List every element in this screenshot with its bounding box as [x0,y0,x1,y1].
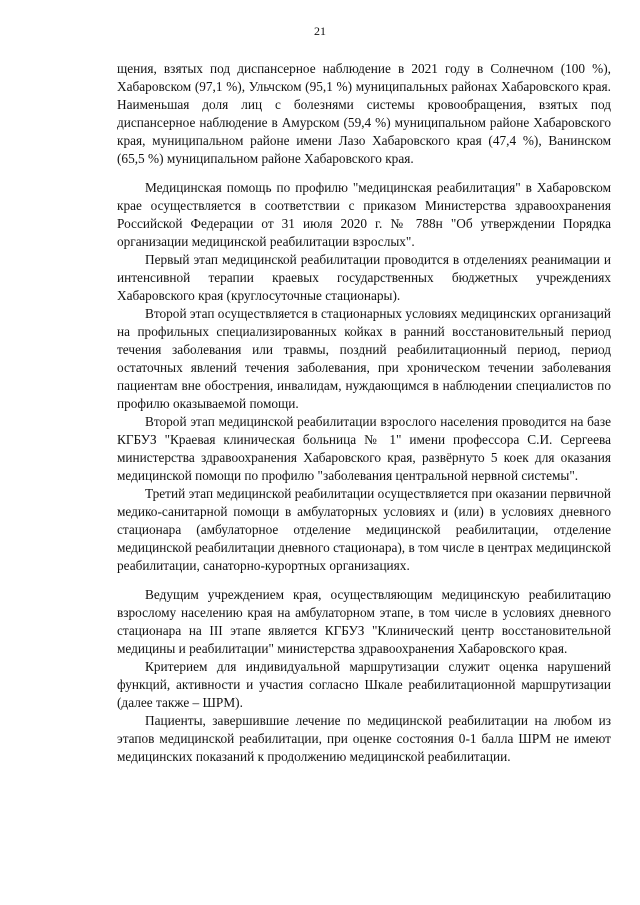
paragraph-second-stage: Второй этап осуществляется в стационарных условиях медицинских организаций на профильных специализированных койках в ранний восстановительный период течения заболевания или травмы, поздний реабилитационный период, период остаточных явлений течения заболевания, при хроническом течении заболевания пациентам вне обострения, инвалидам, нуждающимся в наблюдении специалистов по профилю оказываемой помощи. [117,306,611,411]
paragraph-first-stage: Первый этап медицинской реабилитации проводится в отделениях реанимации и интенсивной терапии краевых государственных бюджетных учреждениях Хабаровского края (круглосуточные стационары). [117,252,611,303]
page-number: 21 [314,24,326,38]
paragraph-leading-institution: Ведущим учреждением края, осуществляющим медицинскую реабилитацию взрослому населению края на амбулаторном этапе, в том числе в условиях дневного стационара на III этапе является КГБУЗ "Клинический центр восстановительной медицины и реабилитации" министерства здравоохранения Хабаровского края. [117,587,611,656]
paragraph-routing-criterion: Критерием для индивидуальной маршрутизации служит оценка нарушений функций, активности и участия согласно Шкале реабилитационной маршрутизации (далее также – ШРМ). [117,659,611,710]
paragraph-continuation: щения, взятых под диспансерное наблюдение в 2021 году в Солнечном (100 %), Хабаровском (97,1 %), Ульчском (95,1 %) муниципальных районах Хабаровского края. Наименьшая доля лиц с болезнями системы кровообращения, взятых под диспансерное наблюдение в Амурском (59,4 %) муниципальном районе Хабаровского края, муниципальном районе имени Лазо Хабаровского края (47,4 %), Ванинском (65,5 %) муниципальном районе Хабаровского края. [117,61,611,166]
paragraph-second-stage-base: Второй этап медицинской реабилитации взрослого населения проводится на базе КГБУЗ "Краевая клиническая больница № 1" имени профессора С.И. Сергеева министерства здравоохранения Хабаровского края, развёрнуто 5 коек для оказания медицинской помощи по профилю "заболевания центральной нервной системы". [117,414,611,483]
document-body [117,60,611,766]
paragraph-rehab-order: Медицинская помощь по профилю "медицинская реабилитация" в Хабаровском крае осуществляется в соответствии с приказом Министерства здравоохранения Российской Федерации от 31 июля 2020 г. № 788н "Об утверждении Порядка организации медицинской реабилитации взрослых". [117,180,611,249]
paragraph-third-stage: Третий этап медицинской реабилитации осуществляется при оказании первичной медико-санитарной помощи в амбулаторных условиях и (или) в условиях дневного стационара (амбулаторное отделение медицинской реабилитации, отделение медицинской реабилитации дневного стационара), в том числе в центрах медицинской реабилитации, санаторно-курортных организациях. [117,486,611,573]
paragraph-completion: Пациенты, завершившие лечение по медицинской реабилитации на любом из этапов медицинской реабилитации, при оценке состояния 0-1 балла ШРМ не имеют медицинских показаний к продолжению медицинской реабилитации. [117,713,611,764]
